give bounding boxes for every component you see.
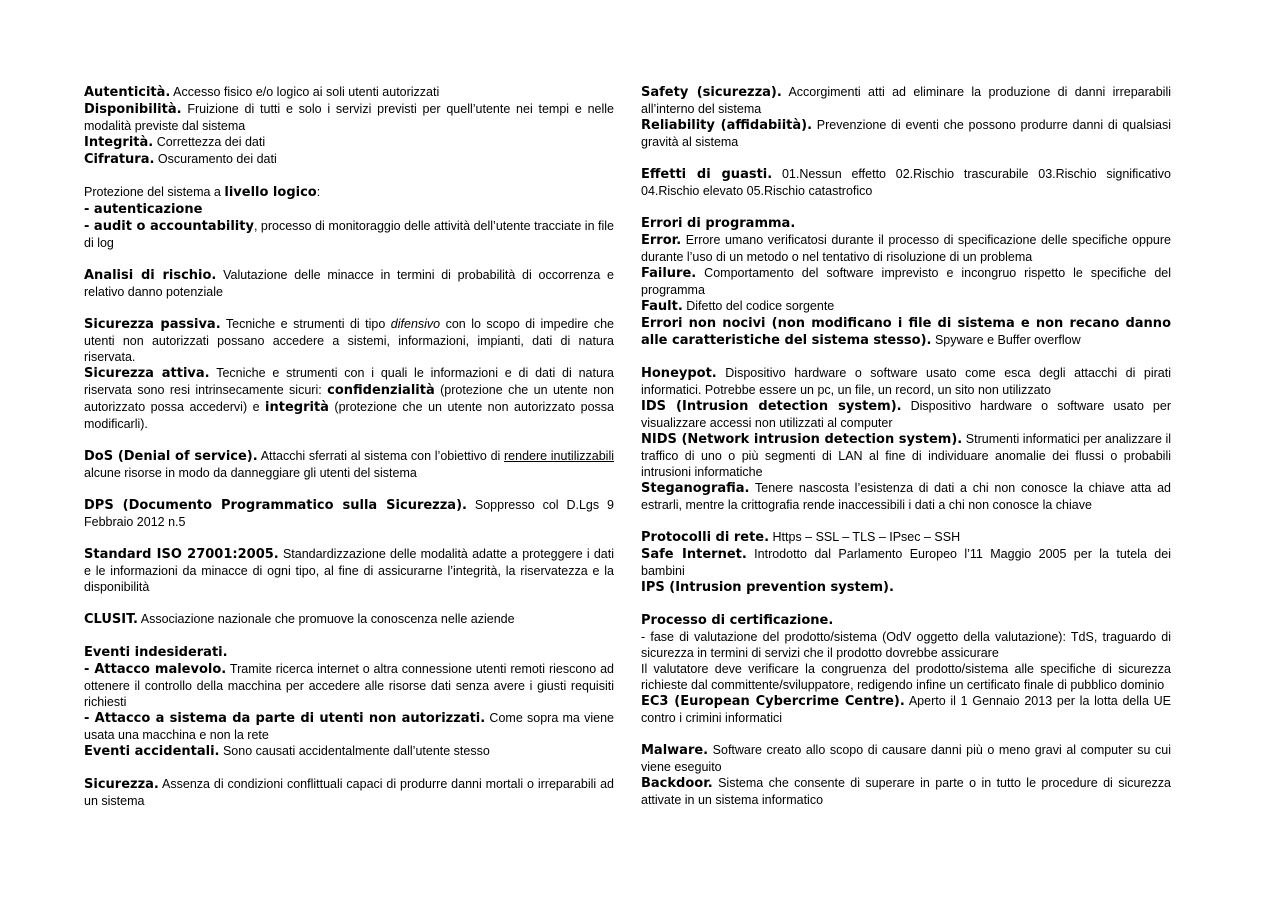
term: DPS (Documento Programmatico sulla Sicurezza). bbox=[84, 498, 467, 513]
processo-line-1: - fase di valutazione del prodotto/sistema (OdV oggetto della valutazione): TdS, traguardo di sicurezza in termini di servizi che il prodotto dovrebbe assicurare bbox=[641, 630, 1171, 660]
bold-word: confidenzialità bbox=[327, 383, 435, 398]
entry-sicurezza bbox=[84, 776, 614, 809]
entry-eventi-accidentali bbox=[84, 743, 614, 760]
entry-failure bbox=[641, 265, 1171, 298]
protezione-item-1 bbox=[84, 201, 614, 218]
definition: Dispositivo hardware o software usato per visualizzare accessi non utilizzati al computer bbox=[641, 399, 1171, 430]
entry-malware bbox=[641, 742, 1171, 775]
definition: alcune risorse in modo da danneggiare gli utenti del sistema bbox=[84, 466, 417, 480]
definition: Attacchi sferrati al sistema con l’obiettivo di bbox=[257, 449, 504, 463]
entry-dps bbox=[84, 497, 614, 530]
definition: Valutazione delle minacce in termini di probabilità di occorrenza e relativo danno potenziale bbox=[84, 268, 614, 299]
entry-nids bbox=[641, 431, 1171, 480]
term: - Attacco a sistema da parte di utenti non autorizzati. bbox=[84, 711, 486, 726]
term: NIDS (Network intrusion detection system). bbox=[641, 432, 963, 447]
errori-heading bbox=[641, 215, 1171, 232]
entry-protocolli bbox=[641, 529, 1171, 546]
term: IPS (Intrusion prevention system). bbox=[641, 580, 894, 595]
entry-steganografia bbox=[641, 480, 1171, 513]
entry-fault bbox=[641, 298, 1171, 315]
term: - audit o accountability bbox=[84, 219, 254, 234]
definition: Come sopra ma viene usata una macchina e non la rete bbox=[84, 711, 614, 742]
term: - autenticazione bbox=[84, 202, 203, 217]
protezione-intro: Protezione del sistema a bbox=[84, 185, 225, 199]
entry-analisi bbox=[84, 267, 614, 300]
term: Fault. bbox=[641, 299, 683, 314]
term: Sicurezza passiva. bbox=[84, 317, 221, 332]
entry-sicurezza-passiva bbox=[84, 316, 614, 365]
definition: Standardizzazione delle modalità adatte a proteggere i dati e le informazioni da minacce di ogni tipo, al fine di assicurarne l’integrità, la riservatezza e la disponibilità bbox=[84, 547, 615, 594]
term: IDS (Intrusion detection system). bbox=[641, 399, 902, 414]
term: Malware. bbox=[641, 743, 709, 758]
term: Autenticità. bbox=[84, 85, 171, 100]
term: EC3 (European Cybercrime Centre). bbox=[641, 694, 905, 709]
term: Failure. bbox=[641, 266, 697, 281]
entry-ips bbox=[641, 579, 1171, 596]
definition: Errore umano verificatosi durante il processo di specificazione delle specifiche oppure durante l’uso di un metodo o nel tentativo di risoluzione di un problema bbox=[641, 233, 1171, 264]
definition: 01.Nessun effetto 02.Rischio trascurabile 03.Rischio significativo 04.Rischio elevato 05.Rischio catastrofico bbox=[641, 167, 1171, 198]
entry-sicurezza-attiva bbox=[84, 365, 614, 432]
entry-dos bbox=[84, 448, 614, 481]
definition: Correttezza dei dati bbox=[153, 135, 266, 149]
term: - Attacco malevolo. bbox=[84, 662, 227, 677]
definition: Tenere nascosta l’esistenza di dati a chi non conosce la chiave atta ad estrarli, mentre la crittografia rende inaccessibili i dati a chi non conosce la chiave bbox=[641, 481, 1171, 512]
term: livello logico bbox=[224, 185, 317, 200]
right-column bbox=[641, 84, 1171, 808]
entry-cifratura bbox=[84, 151, 614, 168]
protezione-item-2 bbox=[84, 218, 614, 251]
italic-word: difensivo bbox=[390, 317, 441, 331]
term: Effetti di guasti. bbox=[641, 167, 773, 182]
term: DoS (Denial of service). bbox=[84, 449, 258, 464]
term: Analisi di rischio. bbox=[84, 268, 217, 283]
entry-safety bbox=[641, 84, 1171, 117]
term: Steganografia. bbox=[641, 481, 750, 496]
definition: , processo di monitoraggio delle attività dell’utente tracciate in file di log bbox=[84, 219, 614, 250]
definition: Sono causati accidentalmente dall’utente stesso bbox=[219, 744, 490, 758]
definition: Https – SSL – TLS – IPsec – SSH bbox=[769, 530, 961, 544]
definition: Introdotto dal Parlamento Europeo l’11 Maggio 2005 per la tutela dei bambini bbox=[641, 547, 1171, 578]
term: Error. bbox=[641, 233, 682, 248]
definition: con lo scopo di impedire che utenti non autorizzati possano accedere a sistemi, informazioni, impianti, dati di natura riservata. bbox=[84, 317, 615, 364]
entry-ec3 bbox=[641, 693, 1171, 726]
term: Integrità. bbox=[84, 135, 154, 150]
entry-iso bbox=[84, 546, 614, 595]
definition: Oscuramento dei dati bbox=[154, 152, 277, 166]
term: Backdoor. bbox=[641, 776, 713, 791]
definition: Tecniche e strumenti con i quali le informazioni e di dati di natura riservata sono resi intrinsecamente sicuri: bbox=[84, 366, 615, 397]
definition: Associazione nazionale che promuove la conoscenza nelle aziende bbox=[137, 612, 515, 626]
term: Eventi accidentali. bbox=[84, 744, 220, 759]
definition: Comportamento del software imprevisto e incongruo rispetto le specifiche del programma bbox=[641, 266, 1171, 297]
definition: Aperto il 1 Gennaio 2013 per la lotta della UE contro i crimini informatici bbox=[641, 694, 1171, 725]
entry-reliability bbox=[641, 117, 1171, 150]
underlined-text: rendere inutilizzabili bbox=[504, 449, 614, 463]
heading: Eventi indesiderati. bbox=[84, 645, 228, 660]
left-column bbox=[84, 84, 614, 809]
bold-word: integrità bbox=[265, 400, 329, 415]
colon: : bbox=[316, 185, 321, 199]
entry-protezione bbox=[84, 184, 614, 201]
term: Safe Internet. bbox=[641, 547, 747, 562]
heading: Errori di programma. bbox=[641, 216, 796, 231]
entry-ids bbox=[641, 398, 1171, 431]
definition: Accorgimenti atti ad eliminare la produzione di danni irreparabili all’interno del sistema bbox=[641, 85, 1172, 116]
definition: Strumenti informatici per analizzare il traffico di uno o più segmenti di LAN al fine di individuare anomalie dei flussi o probabili intrusioni informatiche bbox=[641, 432, 1171, 479]
term: Standard ISO 27001:2005. bbox=[84, 547, 279, 562]
term: Protocolli di rete. bbox=[641, 530, 770, 545]
entry-errori-non-nocivi bbox=[641, 315, 1171, 349]
definition: Soppresso col D.Lgs 9 Febbraio 2012 n.5 bbox=[84, 498, 614, 529]
term: Sicurezza. bbox=[84, 777, 159, 792]
heading: Processo di certificazione. bbox=[641, 613, 834, 628]
term: Cifratura. bbox=[84, 152, 155, 167]
definition: Spyware e Buffer overflow bbox=[931, 333, 1081, 347]
entry-integrita bbox=[84, 134, 614, 151]
entry-effetti bbox=[641, 166, 1171, 199]
entry-clusit bbox=[84, 611, 614, 628]
definition: Dispositivo hardware o software usato come esca degli attacchi di pirati informatici. Potrebbe essere un pc, un file, un record, un sito non utilizzato bbox=[641, 366, 1171, 397]
entry-honeypot bbox=[641, 365, 1171, 398]
entry-safe-internet bbox=[641, 546, 1171, 579]
term: Sicurezza attiva. bbox=[84, 366, 210, 381]
term: Errori non nocivi (non modificano i file di sistema e non recano danno alle caratteristiche del sistema stesso). bbox=[641, 316, 1171, 348]
definition: Assenza di condizioni conflittuali capaci di produrre danni mortali o irreparabili ad un sistema bbox=[84, 777, 614, 808]
entry-autenticita bbox=[84, 84, 614, 101]
processo-line-2: Il valutatore deve verificare la congruenza del prodotto/sistema alle specifiche di sicurezza richieste dal committente/sviluppatore, redigendo infine un certificato finale di pubblico dominio bbox=[641, 662, 1171, 692]
entry-disponibilita bbox=[84, 101, 614, 134]
definition: Tecniche e strumenti di tipo bbox=[220, 317, 391, 331]
definition: Fruizione di tutti e solo i servizi previsti per quell’utente nei tempi e nelle modalità previste dal sistema bbox=[84, 102, 614, 133]
term: Safety (sicurezza). bbox=[641, 85, 782, 100]
term: CLUSIT. bbox=[84, 612, 138, 627]
definition: Software creato allo scopo di causare danni più o meno gravi al computer su cui viene eseguito bbox=[641, 743, 1171, 774]
term: Disponibilità. bbox=[84, 102, 182, 117]
term: Honeypot. bbox=[641, 366, 717, 381]
definition: Accesso fisico e/o logico ai soli utenti autorizzati bbox=[170, 85, 440, 99]
definition: Difetto del codice sorgente bbox=[682, 299, 835, 313]
definition: Tramite ricerca internet o altra connessione utenti remoti riescono ad ottenere il controllo della macchina per accedere alle risorse dati senza avere i giusti requisiti richiesti bbox=[84, 662, 614, 709]
definition: Prevenzione di eventi che possono produrre danni di qualsiasi gravità al sistema bbox=[641, 118, 1171, 149]
definition: (protezione che un utente non autorizzato possa accedervi) e bbox=[84, 383, 614, 414]
processo-heading bbox=[641, 612, 1171, 629]
entry-backdoor bbox=[641, 775, 1171, 808]
eventi-heading bbox=[84, 644, 614, 661]
entry-attacco-non-autorizzati bbox=[84, 710, 614, 743]
definition: (protezione che un utente non autorizzato possa modificarli). bbox=[84, 400, 614, 431]
definition: Sistema che consente di superare in parte o in tutto le procedure di sicurezza attivate in un sistema informatico bbox=[641, 776, 1171, 807]
term: Reliability (affidabiità). bbox=[641, 118, 813, 133]
entry-error bbox=[641, 232, 1171, 265]
entry-attacco-malevolo bbox=[84, 661, 614, 710]
